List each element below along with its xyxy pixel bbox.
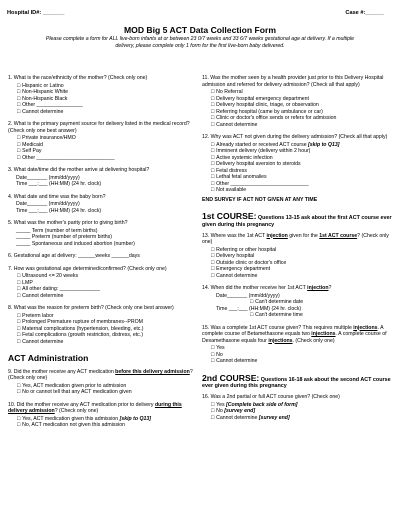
checkbox-option[interactable]: □ Cannot determine — [202, 122, 395, 129]
checkbox-option[interactable]: □ Not available — [202, 187, 395, 194]
question-text — [8, 402, 198, 415]
section-subheading: Questions 16-18 ask about the second ACT course ever given during this pregnancy — [202, 376, 391, 390]
checkbox-option[interactable]: □ Non-Hispanic Black — [8, 96, 198, 103]
checkbox-option[interactable]: □ All other dating: ______________ — [8, 286, 198, 293]
skip-instruction: [survey end] — [258, 414, 290, 421]
date-field[interactable]: Date_______ (mm/dd/yyyy) — [16, 201, 80, 207]
course-2-heading — [202, 373, 395, 391]
question-text: 5. What was the mother's parity prior to giving birth? — [8, 220, 128, 226]
question-7 — [8, 266, 198, 300]
checkbox-option[interactable]: □ Clinic or doctor's office sends or refers for admission — [202, 115, 395, 122]
question-8 — [8, 305, 198, 345]
checkbox-option[interactable]: □ Referring or other hospital — [202, 247, 395, 254]
left-column — [8, 75, 198, 435]
checkbox-option[interactable]: □ Can't determine date — [202, 299, 395, 306]
question-12 — [202, 134, 395, 194]
checkbox-option[interactable]: □ Emergency department — [202, 266, 395, 273]
question-emphasis: injections — [311, 331, 336, 337]
checkbox-option[interactable]: □ Delivery hospital — [202, 253, 395, 260]
question-text: 8. What was the reason for preterm birth? (Check only one best answer) — [8, 305, 174, 311]
skip-instruction: [survey end] — [224, 408, 256, 414]
skip-instruction: [skip to Q13] — [119, 415, 152, 422]
question-2 — [8, 121, 198, 161]
checkbox-option[interactable] — [202, 415, 395, 422]
date-field[interactable]: Date_______ (mm/dd/yyyy) — [216, 292, 280, 299]
question-text-part: ? (Check only one) — [202, 232, 389, 245]
checkbox-option[interactable]: □ Hispanic or Latino — [8, 83, 198, 90]
checkbox-option[interactable]: □ Self Pay — [8, 148, 198, 155]
course-1-heading — [202, 211, 395, 229]
question-emphasis: injection — [307, 285, 329, 291]
question-text-part: . A complete course of Dexamethasone equals four — [202, 331, 387, 344]
checkbox-option[interactable]: □ Referring hospital (came by ambulance or car) — [202, 109, 395, 116]
checkbox-option[interactable]: □ Maternal complications (hypertension, bleeding, etc.) — [8, 326, 198, 333]
checkbox-option[interactable]: □ Other ___________________________ — [202, 181, 395, 188]
checkbox-option[interactable]: □ Medicaid — [8, 142, 198, 149]
checkbox-option[interactable]: □ Delivery hospital aversion to steroids — [202, 161, 395, 168]
question-14 — [202, 285, 395, 319]
skip-instruction: [Complete back side of form] — [226, 401, 298, 408]
time-field[interactable]: Time ___:___ (HH:MM) (24 hr. clock) — [216, 305, 302, 312]
question-5 — [8, 220, 198, 247]
question-text: 2. What is the primary payment source for delivery listed in the medical record? (Check only one best answer) — [8, 121, 190, 134]
case-number-field[interactable]: Case #:______ — [345, 10, 384, 16]
checkbox-option[interactable]: □ Yes — [202, 345, 395, 352]
checkbox-option[interactable]: □ Outside clinic or doctor's office — [202, 260, 395, 267]
form-instructions: Please complete a form for ALL live-born infants at or between 23 0/7 weeks and 33 6/7 weeks gestational age at delivery. If a multiple delivery, please complete only 1 form for the first live-born baby delivered. — [45, 36, 355, 49]
checkbox-option[interactable]: □ Cannot determine — [202, 273, 395, 280]
question-text: 4. What date and time was the baby born? — [8, 193, 106, 200]
section-subheading: Questions 13-15 ask about the first ACT course ever given during this pregnancy — [202, 215, 392, 228]
end-survey-note: END SURVEY IF ACT NOT GIVEN AT ANY TIME — [202, 196, 318, 203]
question-text-part: 10. Did the mother receive any ACT medication prior to delivery — [8, 401, 155, 408]
checkbox-option[interactable]: □ Cannot determine — [8, 109, 198, 116]
question-text-part: 9. Did the mother receive any ACT medication — [8, 368, 116, 375]
question-emphasis: during this delivery admission — [8, 401, 182, 415]
question-text: 11. Was the mother seen by a health provider just prior to this Delivery Hospital admission and referred for delivery admission? (Check all that apply) — [202, 75, 384, 88]
question-9 — [8, 369, 198, 396]
checkbox-option[interactable]: □ LMP — [8, 280, 198, 287]
checkbox-option[interactable]: □ Lethal fetal anomalies — [202, 174, 395, 181]
checkbox-option[interactable]: □ No, ACT medication not given this admission — [8, 422, 198, 429]
question-text: 12. Why was ACT not given during the delivery admission? (Check all that apply) — [202, 134, 388, 140]
question-text-part: . (Check only one) — [292, 337, 335, 344]
checkbox-option[interactable]: □ Delivery hospital clinic, triage, or observation — [202, 102, 395, 109]
checkbox-option[interactable]: □ Prolonged Premature rupture of membranes--PROM — [8, 319, 198, 326]
question-emphasis: injection — [266, 232, 288, 239]
question-emphasis: injections — [353, 324, 378, 331]
checkbox-option[interactable]: □ Private insurance/HMO — [8, 135, 198, 142]
checkbox-option[interactable]: □ Other ________________ — [8, 102, 198, 109]
question-emphasis: injections — [268, 337, 293, 344]
question-text-part: ? (Check only one) — [54, 408, 99, 415]
question-text-part: ? — [328, 285, 332, 291]
question-15 — [202, 325, 395, 365]
question-16 — [202, 394, 395, 421]
question-emphasis: before this delivery admission — [115, 368, 190, 375]
checkbox-option[interactable]: □ Other ___________________________ — [8, 155, 198, 162]
checkbox-option[interactable]: □ Fetal complications (growth restriction, distress, etc.) — [8, 332, 198, 339]
section-heading: 1st COURSE: — [202, 211, 257, 221]
parity-field[interactable]: _____ Term (number of term births) — [16, 227, 98, 234]
section-heading: 2nd COURSE: — [202, 372, 260, 383]
question-text-part: given for the — [287, 232, 320, 239]
time-field[interactable]: Time ___:___ (HH:MM) (24 hr. clock) — [16, 207, 102, 214]
checkbox-option[interactable]: □ Delivery hospital emergency department — [202, 96, 395, 103]
parity-field[interactable]: _____ Spontaneous and induced abortion (number) — [16, 240, 135, 247]
checkbox-option[interactable]: □ Preterm labor — [8, 313, 198, 320]
question-11 — [202, 75, 395, 128]
question-6 — [8, 253, 198, 260]
checkbox-option[interactable]: □ Cannot determine — [202, 358, 395, 365]
checkbox-option[interactable]: □ Imminent delivery (delivery within 2 hour) — [202, 148, 395, 155]
right-column — [202, 75, 395, 427]
question-3 — [8, 167, 198, 188]
question-text — [202, 285, 395, 292]
option-label: No — [216, 408, 225, 414]
date-field[interactable]: Date_______ (mm/dd/yyyy) — [16, 174, 80, 181]
question-text-part: 13. Where was the 1st ACT — [202, 232, 267, 239]
question-13 — [202, 233, 395, 280]
checkbox-option[interactable]: □ No Referral — [202, 89, 395, 96]
time-field[interactable]: Time ___:___ (HH:MM) (24 hr. clock) — [16, 181, 102, 187]
parity-field[interactable]: _____ Preterm (number of preterm births) — [16, 234, 113, 240]
question-text[interactable]: 6. Gestational age at delivery: ______weeks ______days — [8, 253, 140, 259]
question-text: 16. Was a 2nd partial or full ACT course given? (Check one) — [202, 394, 340, 400]
section-heading: ACT Administration — [8, 353, 89, 363]
checkbox-option[interactable]: □ Can't determine time — [202, 312, 395, 319]
question-1 — [8, 75, 198, 115]
question-text — [202, 233, 395, 246]
checkbox-option[interactable]: □ Cannot determine — [8, 339, 198, 346]
question-text — [202, 325, 395, 345]
question-emphasis: 1st ACT course — [319, 232, 358, 239]
form-title: MOD Big 5 ACT Data Collection Form — [124, 25, 276, 35]
question-text-part: . A complete course of Betamethasone equals two — [202, 324, 384, 337]
checkbox-option[interactable]: □ No — [202, 352, 395, 359]
skip-instruction: [skip to Q13] — [308, 141, 340, 148]
question-text-part: ? (Check only one) — [8, 368, 193, 382]
question-10 — [8, 402, 198, 429]
question-4 — [8, 194, 198, 215]
checkbox-option[interactable]: □ Non-Hispanic White — [8, 89, 198, 96]
question-text: 1. What is the race/ethnicity of the mother? (Check only one) — [8, 75, 148, 81]
option-label: Yes — [216, 401, 227, 408]
question-text: 7. How was gestational age determined/confirmed? (Check only one) — [8, 265, 167, 272]
checkbox-option[interactable]: □ Ultrasound <= 20 weeks — [8, 273, 198, 280]
hospital-id-field[interactable]: Hospital ID#: _______ — [7, 10, 65, 16]
option-label: Already started or received ACT course — [216, 141, 309, 148]
question-text: 3. What date/time did the mother arrive at delivering hospital? — [8, 167, 150, 173]
question-text — [8, 369, 198, 382]
checkbox-option[interactable]: □ Yes, ACT medication given prior to admission — [8, 383, 198, 390]
question-text-part: 14. When did the mother receive her 1st ACT — [202, 285, 308, 291]
checkbox-option[interactable]: □ No or cannot tell that any ACT medication given — [8, 389, 198, 396]
checkbox-option[interactable]: □ Cannot determine — [8, 293, 198, 300]
option-label: Yes, ACT medication given this admission — [22, 415, 120, 422]
checkbox-option[interactable]: □ Active systemic infection — [202, 155, 395, 162]
option-label: Cannot determine — [216, 414, 259, 421]
checkbox-option[interactable]: □ Fetal distress — [202, 168, 395, 175]
question-text-part: 15. Was a complete 1st ACT course given? This requires multiple — [202, 324, 354, 331]
